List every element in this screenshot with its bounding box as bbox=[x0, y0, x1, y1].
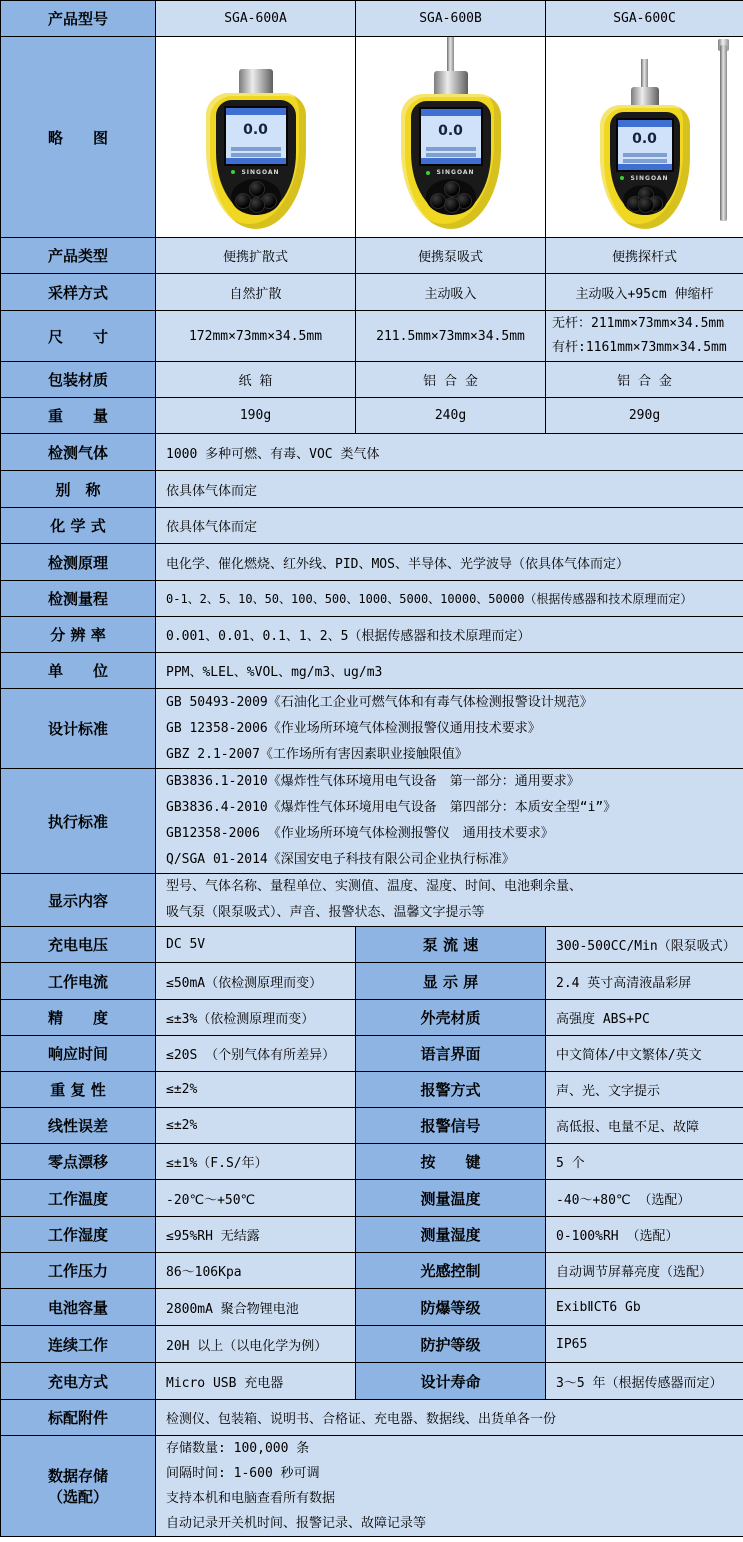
cell-value: ≤±2% bbox=[156, 1108, 356, 1144]
cell-value: 300-500CC/Min（限泵吸式） bbox=[546, 927, 743, 963]
keypad-button bbox=[430, 193, 446, 209]
sensor-cap bbox=[434, 71, 468, 95]
row-label: 工作温度 bbox=[1, 1180, 156, 1217]
row-label: 化 学 式 bbox=[1, 508, 156, 544]
device-a bbox=[156, 37, 355, 237]
row-label: 重 复 性 bbox=[1, 1072, 156, 1108]
power-led bbox=[426, 171, 430, 175]
device-screen bbox=[616, 118, 674, 172]
cell-value: 依具体气体而定 bbox=[156, 471, 743, 508]
sensor-cap bbox=[239, 69, 273, 93]
screen-reading: 0.0 bbox=[243, 122, 268, 139]
table-row-model bbox=[1, 1, 743, 37]
row-label: 工作压力 bbox=[1, 1253, 156, 1289]
power-led bbox=[231, 170, 235, 174]
row-label: 测量温度 bbox=[356, 1180, 546, 1217]
table-row-gases bbox=[1, 434, 743, 471]
screen-infoline bbox=[426, 147, 476, 151]
cell-value: 211.5mm×73mm×34.5mm bbox=[356, 311, 546, 362]
row-label bbox=[1, 1436, 156, 1537]
row-label-line: （选配） bbox=[47, 1488, 108, 1506]
model-name-c: SGA-600C bbox=[546, 1, 743, 37]
cell-value: -40～+80℃ （选配） bbox=[546, 1180, 743, 1217]
table-row-principle bbox=[1, 544, 743, 581]
standard-line: GB3836.1-2010《爆炸性气体环境用电气设备 第一部分：通用要求》 bbox=[166, 774, 580, 789]
row-label: 别 称 bbox=[1, 471, 156, 508]
cell-value: 高强度 ABS+PC bbox=[546, 1000, 743, 1036]
device-screen bbox=[224, 106, 288, 166]
standard-line: GB12358-2006 《作业场所环境气体检测报警仪 通用技术要求》 bbox=[166, 826, 554, 841]
row-label: 零点漂移 bbox=[1, 1144, 156, 1180]
spec-row bbox=[1, 1144, 743, 1180]
row-label: 工作电流 bbox=[1, 963, 156, 1000]
brand-label: SINGOAN bbox=[436, 169, 475, 177]
row-label: 单 位 bbox=[1, 653, 156, 689]
table-row-range bbox=[1, 581, 743, 617]
cell-value: 声、光、文字提示 bbox=[546, 1072, 743, 1108]
screen-timebar bbox=[226, 158, 286, 164]
table-row-accessories bbox=[1, 1400, 743, 1436]
cell-value: 290g bbox=[546, 398, 743, 434]
device-screen bbox=[419, 107, 483, 166]
row-label-model: 产品型号 bbox=[1, 1, 156, 37]
row-label: 检测原理 bbox=[1, 544, 156, 581]
dimension-line: 无杆：211mm×73mm×34.5mm bbox=[552, 316, 725, 331]
row-label: 充电方式 bbox=[1, 1363, 156, 1400]
row-label: 显示内容 bbox=[1, 874, 156, 927]
table-row-sampling bbox=[1, 274, 743, 311]
spec-row bbox=[1, 1326, 743, 1363]
cell-value bbox=[156, 874, 743, 927]
device-image-sga-600b bbox=[356, 37, 546, 238]
cell-value: 190g bbox=[156, 398, 356, 434]
row-label: 泵 流 速 bbox=[356, 927, 546, 963]
screen-statusbar bbox=[421, 109, 481, 116]
cell-value: 主动吸入+95cm 伸缩杆 bbox=[546, 274, 743, 311]
device-keypad bbox=[426, 179, 476, 215]
spec-row bbox=[1, 1253, 743, 1289]
row-label: 语言界面 bbox=[356, 1036, 546, 1072]
screen-infoline bbox=[623, 159, 667, 163]
standard-line: Q/SGA 01-2014《深国安电子科技有限公司企业执行标准》 bbox=[166, 852, 515, 867]
storage-line: 支持本机和电脑查看所有数据 bbox=[166, 1491, 336, 1506]
cell-value: IP65 bbox=[546, 1326, 743, 1363]
row-label: 工作湿度 bbox=[1, 1217, 156, 1253]
device-panel bbox=[216, 100, 296, 215]
cell-value: 0-100%RH （选配） bbox=[546, 1217, 743, 1253]
screen-infoline bbox=[623, 153, 667, 157]
standard-line: GB 12358-2006《作业场所环境气体检测报警仪通用技术要求》 bbox=[166, 720, 541, 736]
row-label: 光感控制 bbox=[356, 1253, 546, 1289]
device-c bbox=[546, 37, 743, 237]
cell-value bbox=[156, 689, 743, 769]
cell-value: 中文简体/中文繁体/英文 bbox=[546, 1036, 743, 1072]
row-label: 采样方式 bbox=[1, 274, 156, 311]
row-label: 设计标准 bbox=[1, 689, 156, 769]
standard-line: GBZ 2.1-2007《工作场所有害因素职业接触限值》 bbox=[166, 746, 468, 762]
spec-row bbox=[1, 1363, 743, 1400]
row-label: 连续工作 bbox=[1, 1326, 156, 1363]
screen-timebar bbox=[618, 164, 672, 170]
cell-value: 依具体气体而定 bbox=[156, 508, 743, 544]
table-row-packaging bbox=[1, 362, 743, 398]
cell-value: 2.4 英寸高清液晶彩屏 bbox=[546, 963, 743, 1000]
standard-line: GB3836.4-2010《爆炸性气体环境用电气设备 第四部分：本质安全型“i”》 bbox=[166, 800, 617, 815]
row-label: 执行标准 bbox=[1, 769, 156, 874]
screen-infoline bbox=[426, 153, 476, 157]
device-panel bbox=[610, 112, 680, 215]
device-b bbox=[356, 37, 545, 237]
row-label-sketch: 略 图 bbox=[1, 37, 156, 238]
row-label: 检测气体 bbox=[1, 434, 156, 471]
brand-label: SINGOAN bbox=[241, 168, 280, 176]
cell-value: 铝 合 金 bbox=[356, 362, 546, 398]
row-label: 防爆等级 bbox=[356, 1289, 546, 1326]
row-label: 线性误差 bbox=[1, 1108, 156, 1144]
table-row-exec-standard bbox=[1, 769, 743, 874]
cell-value: 电化学、催化燃烧、红外线、PID、MOS、半导体、光学波导（依具体气体而定） bbox=[156, 544, 743, 581]
row-label: 设计寿命 bbox=[356, 1363, 546, 1400]
row-label: 重 量 bbox=[1, 398, 156, 434]
cell-value: 0-1、2、5、10、50、100、500、1000、5000、10000、50000（根据传感器和技术原理而定） bbox=[156, 581, 743, 617]
cell-value: 20H 以上（以电化学为例） bbox=[156, 1326, 356, 1363]
cell-value: ≤±3%（依检测原理而变） bbox=[156, 1000, 356, 1036]
table-row-display-content bbox=[1, 874, 743, 927]
spec-row bbox=[1, 1180, 743, 1217]
keypad-button bbox=[638, 197, 654, 213]
cell-value: 主动吸入 bbox=[356, 274, 546, 311]
cell-value bbox=[156, 1436, 743, 1537]
display-line: 吸气泵（限泵吸式）、声音、报警状态、温馨文字提示等 bbox=[166, 905, 485, 920]
cell-value: 检测仪、包装箱、说明书、合格证、充电器、数据线、出货单各一份 bbox=[156, 1400, 743, 1436]
device-body bbox=[401, 94, 501, 229]
cell-value: 铝 合 金 bbox=[546, 362, 743, 398]
row-label: 报警信号 bbox=[356, 1108, 546, 1144]
cell-value: ≤95%RH 无结露 bbox=[156, 1217, 356, 1253]
row-label: 报警方式 bbox=[356, 1072, 546, 1108]
screen-reading: 0.0 bbox=[438, 123, 463, 140]
row-label: 响应时间 bbox=[1, 1036, 156, 1072]
cell-value: 自动调节屏幕亮度（选配） bbox=[546, 1253, 743, 1289]
row-label: 检测量程 bbox=[1, 581, 156, 617]
spec-row bbox=[1, 1036, 743, 1072]
device-image-sga-600a bbox=[156, 37, 356, 238]
power-led bbox=[620, 176, 624, 180]
spec-row bbox=[1, 1217, 743, 1253]
device-image-sga-600c bbox=[546, 37, 743, 238]
table-row-formula bbox=[1, 508, 743, 544]
cell-value: 5 个 bbox=[546, 1144, 743, 1180]
standard-line: GB 50493-2009《石油化工企业可燃气体和有毒气体检测报警设计规范》 bbox=[166, 694, 593, 710]
row-label: 尺 寸 bbox=[1, 311, 156, 362]
model-name-a: SGA-600A bbox=[156, 1, 356, 37]
cell-value: 86～106Kpa bbox=[156, 1253, 356, 1289]
row-label: 产品类型 bbox=[1, 238, 156, 274]
row-label: 分 辨 率 bbox=[1, 617, 156, 653]
storage-line: 自动记录开关机时间、报警记录、故障记录等 bbox=[166, 1516, 427, 1531]
cell-value: 便携泵吸式 bbox=[356, 238, 546, 274]
cell-value: 1000 多种可燃、有毒、VOC 类气体 bbox=[156, 434, 743, 471]
table-row-units bbox=[1, 653, 743, 689]
cell-value: ≤20S （个别气体有所差异） bbox=[156, 1036, 356, 1072]
model-name-b: SGA-600B bbox=[356, 1, 546, 37]
screen-reading: 0.0 bbox=[632, 131, 657, 148]
keypad-button bbox=[444, 197, 460, 213]
cell-value: 自然扩散 bbox=[156, 274, 356, 311]
table-row-sketch bbox=[1, 37, 743, 238]
table-row-design-standard bbox=[1, 689, 743, 769]
row-label: 标配附件 bbox=[1, 1400, 156, 1436]
screen-infoline bbox=[231, 153, 281, 157]
row-label: 外壳材质 bbox=[356, 1000, 546, 1036]
cell-value: -20℃～+50℃ bbox=[156, 1180, 356, 1217]
cell-value: 2800mA 聚合物锂电池 bbox=[156, 1289, 356, 1326]
cell-value: 0.001、0.01、0.1、1、2、5（根据传感器和技术原理而定） bbox=[156, 617, 743, 653]
cell-value bbox=[546, 311, 743, 362]
pump-probe-tube bbox=[641, 59, 648, 87]
spec-row bbox=[1, 1289, 743, 1326]
row-label: 显 示 屏 bbox=[356, 963, 546, 1000]
row-label: 充电电压 bbox=[1, 927, 156, 963]
telescopic-rod bbox=[720, 45, 727, 221]
screen-infoline bbox=[231, 147, 281, 151]
storage-line: 间隔时间: 1-600 秒可调 bbox=[166, 1466, 320, 1481]
cell-value: ≤±2% bbox=[156, 1072, 356, 1108]
table-row-data-storage bbox=[1, 1436, 743, 1537]
table-row-alias bbox=[1, 471, 743, 508]
cell-value: ExibⅡCT6 Gb bbox=[546, 1289, 743, 1326]
table-row-weight bbox=[1, 398, 743, 434]
row-label: 电池容量 bbox=[1, 1289, 156, 1326]
cell-value: Micro USB 充电器 bbox=[156, 1363, 356, 1400]
cell-value: 240g bbox=[356, 398, 546, 434]
device-keypad bbox=[623, 185, 667, 215]
row-label: 精 度 bbox=[1, 1000, 156, 1036]
cell-value bbox=[156, 769, 743, 874]
spec-row bbox=[1, 1000, 743, 1036]
cell-value: 3～5 年（根据传感器而定） bbox=[546, 1363, 743, 1400]
screen-statusbar bbox=[618, 120, 672, 127]
brand-label: SINGOAN bbox=[630, 174, 669, 182]
storage-line: 存储数量: 100,000 条 bbox=[166, 1441, 310, 1456]
cell-value: ≤±1%（F.S/年） bbox=[156, 1144, 356, 1180]
keypad-button bbox=[235, 193, 251, 209]
screen-statusbar bbox=[226, 108, 286, 115]
row-label: 按 键 bbox=[356, 1144, 546, 1180]
cell-value: ≤50mA（依检测原理而变） bbox=[156, 963, 356, 1000]
spec-row bbox=[1, 1072, 743, 1108]
table-row-dimensions bbox=[1, 311, 743, 362]
spec-row bbox=[1, 963, 743, 1000]
row-label: 防护等级 bbox=[356, 1326, 546, 1363]
dimension-line: 有杆:1161mm×73mm×34.5mm bbox=[552, 340, 727, 355]
table-row-resolution bbox=[1, 617, 743, 653]
device-body bbox=[600, 105, 690, 229]
screen-timebar bbox=[421, 158, 481, 164]
row-label: 包装材质 bbox=[1, 362, 156, 398]
keypad-button bbox=[249, 197, 265, 213]
row-label-line: 数据存储 bbox=[47, 1467, 108, 1485]
spec-row bbox=[1, 927, 743, 963]
keypad-button bbox=[249, 181, 265, 197]
device-body bbox=[206, 93, 306, 229]
cell-value: DC 5V bbox=[156, 927, 356, 963]
pump-probe-tube bbox=[447, 37, 454, 71]
display-line: 型号、气体名称、量程单位、实测值、温度、湿度、时间、电池剩余量、 bbox=[166, 879, 583, 894]
cell-value: PPM、%LEL、%VOL、mg/m3、ug/m3 bbox=[156, 653, 743, 689]
row-label: 测量湿度 bbox=[356, 1217, 546, 1253]
cell-value: 便携探杆式 bbox=[546, 238, 743, 274]
cell-value: 高低报、电量不足、故障 bbox=[546, 1108, 743, 1144]
cell-value: 便携扩散式 bbox=[156, 238, 356, 274]
sensor-cap bbox=[631, 87, 659, 105]
device-panel bbox=[411, 101, 491, 215]
device-keypad bbox=[231, 179, 281, 215]
cell-value: 纸 箱 bbox=[156, 362, 356, 398]
table-row-product-type bbox=[1, 238, 743, 274]
cell-value: 172mm×73mm×34.5mm bbox=[156, 311, 356, 362]
spec-row bbox=[1, 1108, 743, 1144]
